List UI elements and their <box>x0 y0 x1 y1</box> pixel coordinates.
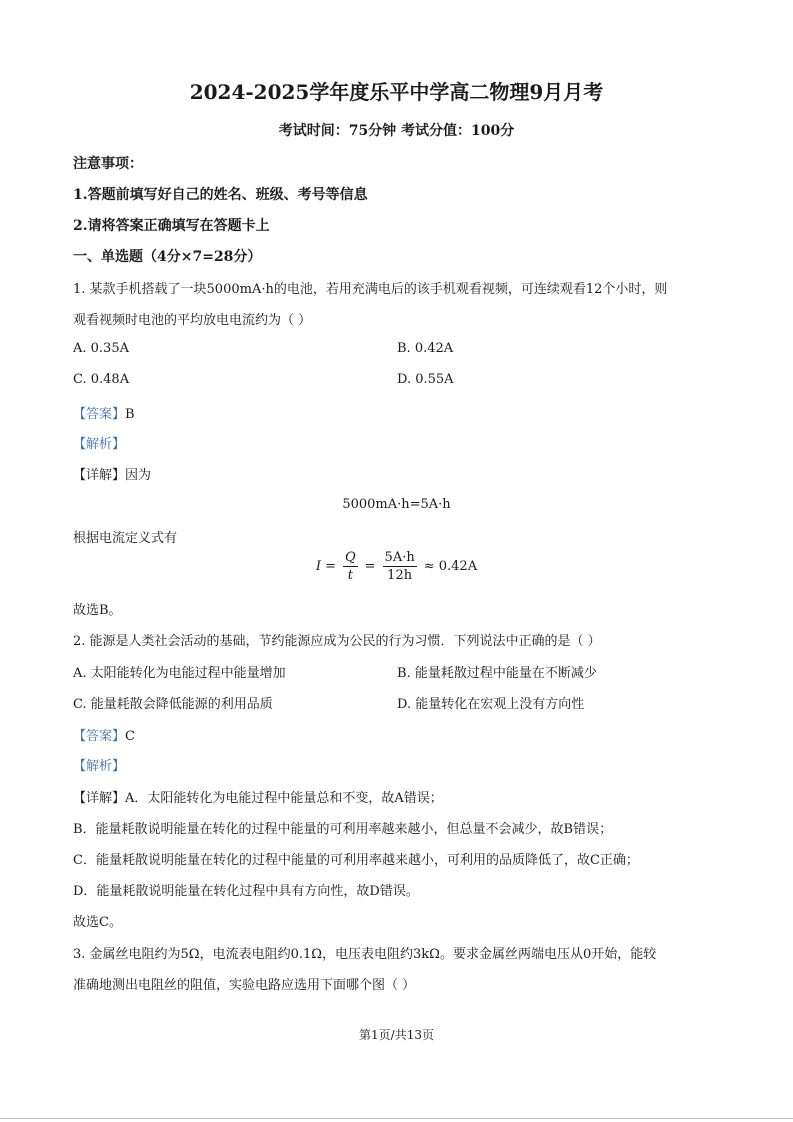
q2-detail-c: C．能量耗散说明能量在转化的过程中能量的可利用率越来越小，可利用的品质降低了，故C正确； <box>73 853 639 868</box>
q2-option-c: C. 能量耗散会降低能源的利用品质 <box>73 697 273 712</box>
q1-option-d: D. 0.55A <box>397 372 454 387</box>
detail-tag: 【详解】 <box>73 468 126 483</box>
q2-detail-d: D．能量耗散说明能量在转化过程中具有方向性，故D错误。 <box>73 884 419 899</box>
answer-tag: 【答案】 <box>73 407 126 422</box>
formula-lhs: I <box>315 559 322 574</box>
exam-info: 考试时间：75分钟 考试分值：100分 <box>278 123 515 139</box>
notes-item-2: 2.请将答案正确填写在答题卡上 <box>73 218 270 234</box>
formula-equals: = <box>364 559 376 574</box>
q3-stem-line1: 3. 金属丝电阻约为5Ω，电流表电阻约0.1Ω，电压表电阻约3kΩ。要求金属丝两端电压从0开始，能较 <box>73 947 657 962</box>
q2-answer-value: C <box>125 729 135 744</box>
formula-fraction-values <box>383 550 417 583</box>
q1-formula <box>0 550 793 583</box>
formula-equals: = <box>325 559 336 574</box>
q2-detail-a-text: A．太阳能转化为电能过程中能量总和不变，故A错误； <box>125 791 443 806</box>
q2-option-a: A. 太阳能转化为电能过程中能量增加 <box>73 666 286 681</box>
q1-detail <box>73 464 151 483</box>
detail-tag: 【详解】 <box>73 791 126 806</box>
q1-equation-intro: 根据电流定义式有 <box>73 531 178 546</box>
q3-stem-line2: 准确地测出电阻丝的阻值，实验电路应选用下面哪个图（ ） <box>73 978 416 993</box>
fraction-numerator: 5A·h <box>384 550 415 565</box>
notes-item-1: 1.答题前填写好自己的姓名、班级、考号等信息 <box>73 187 368 203</box>
q1-equation-1: 5000mA·h=5A·h <box>342 497 451 512</box>
q2-detail-b: B．能量耗散说明能量在转化的过程中能量的可利用率越来越小，但总量不会减少，故B错误； <box>73 822 613 837</box>
fraction-denominator: 12h <box>387 568 413 583</box>
page-number: 第1页/共13页 <box>359 1028 434 1042</box>
q2-option-b: B. 能量耗散过程中能量在不断减少 <box>397 666 597 681</box>
q2-stem: 2. 能源是人类社会活动的基础，节约能源应成为公民的行为习惯．下列说法中正确的是（ ） <box>73 634 601 649</box>
q2-option-d: D. 能量转化在宏观上没有方向性 <box>397 697 585 712</box>
bottom-divider <box>0 1118 793 1119</box>
q2-detail-a <box>73 787 443 806</box>
page-title: 2024-2025学年度乐平中学高二物理9月月考 <box>189 80 604 104</box>
q1-stem-line1: 1. 某款手机搭载了一块5000mA·h的电池，若用充满电后的该手机观看视频，可连续观看12个小时，则 <box>73 282 668 297</box>
q2-answer <box>73 725 135 744</box>
q1-analysis-tag: 【解析】 <box>73 437 126 452</box>
q1-option-b: B. 0.42A <box>397 341 454 356</box>
q1-option-a: A. 0.35A <box>73 341 129 356</box>
answer-tag: 【答案】 <box>73 729 126 744</box>
q1-option-c: C. 0.48A <box>73 372 130 387</box>
q1-detail-intro: 因为 <box>125 468 152 483</box>
q1-conclusion: 故选B。 <box>73 603 122 618</box>
q2-analysis-tag: 【解析】 <box>73 759 126 774</box>
section-heading: 一、单选题（4分×7=28分） <box>73 249 262 265</box>
fraction-denominator: t <box>347 568 353 583</box>
fraction-numerator: Q <box>344 550 356 565</box>
q1-stem-line2: 观看视频时电池的平均放电电流约为（ ） <box>73 313 312 328</box>
q2-conclusion: 故选C。 <box>73 915 122 930</box>
q1-answer <box>73 403 135 422</box>
q1-answer-value: B <box>125 407 135 422</box>
formula-result: ≈ 0.42A <box>423 559 478 574</box>
notes-heading: 注意事项： <box>73 156 143 172</box>
formula-fraction-q-t <box>343 550 358 583</box>
